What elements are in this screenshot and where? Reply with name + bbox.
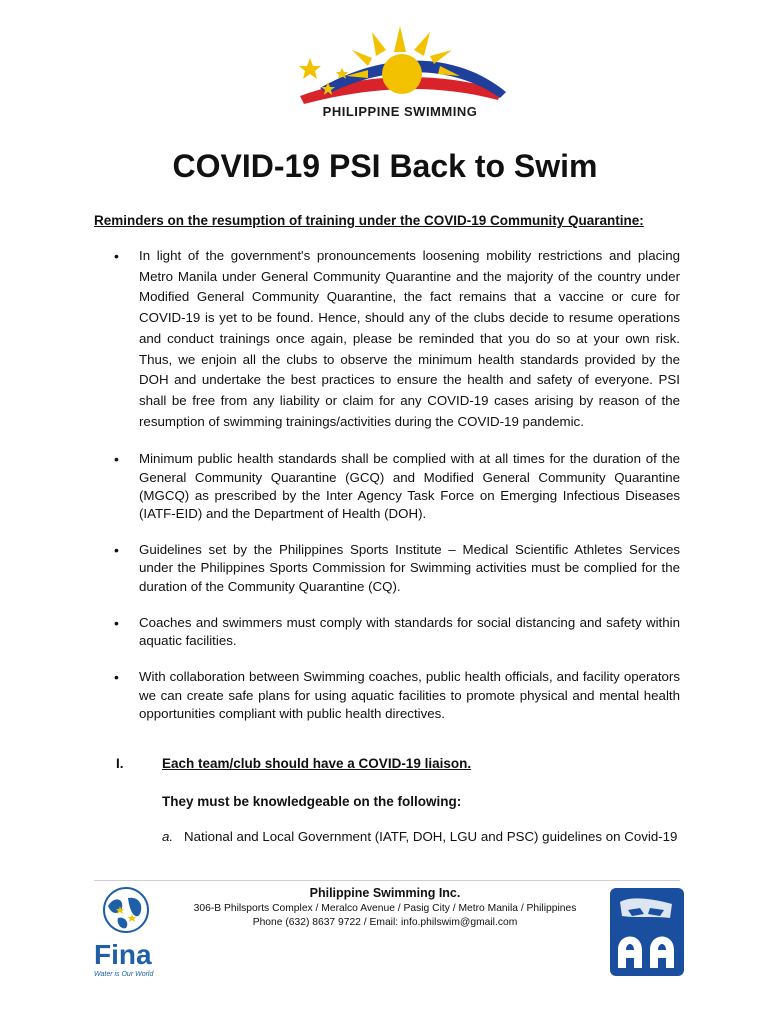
item-letter: a. — [162, 829, 174, 844]
section-subtitle: They must be knowledgeable on the following: — [162, 794, 462, 809]
aasf-logo — [610, 888, 684, 976]
fina-logo — [90, 884, 162, 980]
list-item: • Minimum public health standards shall be complied with at all times for the duration of the General Community Quarantine (GCQ) and Modified General Community Quarantine (MGCQ) as prescribed by the Inter Agency Task Force on Emerging Infectious Diseases (IATF-EID) and the Department of Health (DOH). — [94, 450, 680, 523]
section-item — [162, 828, 680, 846]
logo-wordmark: PHILIPPINE SWIMMING — [322, 104, 478, 119]
footer-divider — [94, 880, 680, 881]
item-text: National and Local Government (IATF, DOH, LGU and PSC) guidelines on Covid-19 — [184, 829, 678, 844]
footer — [160, 886, 610, 928]
reminders-heading: Reminders on the resumption of training under the COVID-19 Community Quarantine: — [94, 213, 644, 228]
list-item: • Coaches and swimmers must comply with standards for social distancing and safety within aquatic facilities. — [94, 614, 680, 650]
svg-text:Water is Our World: Water is Our World — [94, 971, 154, 978]
list-item: • With collaboration between Swimming coaches, public health officials, and facility operators we can create safe plans for using aquatic facilities to promote physical and mental health opportunities compliant with public health directives. — [94, 668, 680, 723]
list-item: • Guidelines set by the Philippines Sports Institute – Medical Scientific Athletes Services under the Philippines Sports Commission for Swimming activities must be complied for the duration of the Community Quarantine (CQ). — [94, 541, 680, 596]
footer-contact: Phone (632) 8637 9722 / Email: info.philswim@gmail.com — [252, 917, 518, 928]
svg-text:Fina: Fina — [94, 939, 152, 970]
footer-address: 306-B Philsports Complex / Meralco Avenue / Pasig City / Metro Manila / Philippines — [193, 903, 577, 914]
section-title: Each team/club should have a COVID-19 liaison. — [162, 756, 472, 771]
section-number: I. — [116, 756, 124, 771]
list-item: • In light of the government's pronouncements loosening mobility restrictions and placing Metro Manila under General Community Quarantine and the majority of the country under Modified General Community Quarantine, the fact remains that a vaccine or cure for COVID-19 is yet to be found. Hence, should any of the clubs decide to resume operations and conduct trainings once again, please be reminded that you do so at your own risk. Thus, we enjoin all the clubs to observe the minimum health standards provided by the DOH and undertake the best practices to ensure the health and safety of everyone. PSI shall be free from any liability or claim for any COVID-19 cases arising by reason of the resumption of swimming trainings/activities during the COVID-19 pandemic. — [94, 246, 680, 432]
reminders-list — [94, 246, 680, 741]
page-title: COVID-19 PSI Back to Swim — [172, 148, 598, 184]
footer-org-name: Philippine Swimming Inc. — [309, 886, 461, 900]
